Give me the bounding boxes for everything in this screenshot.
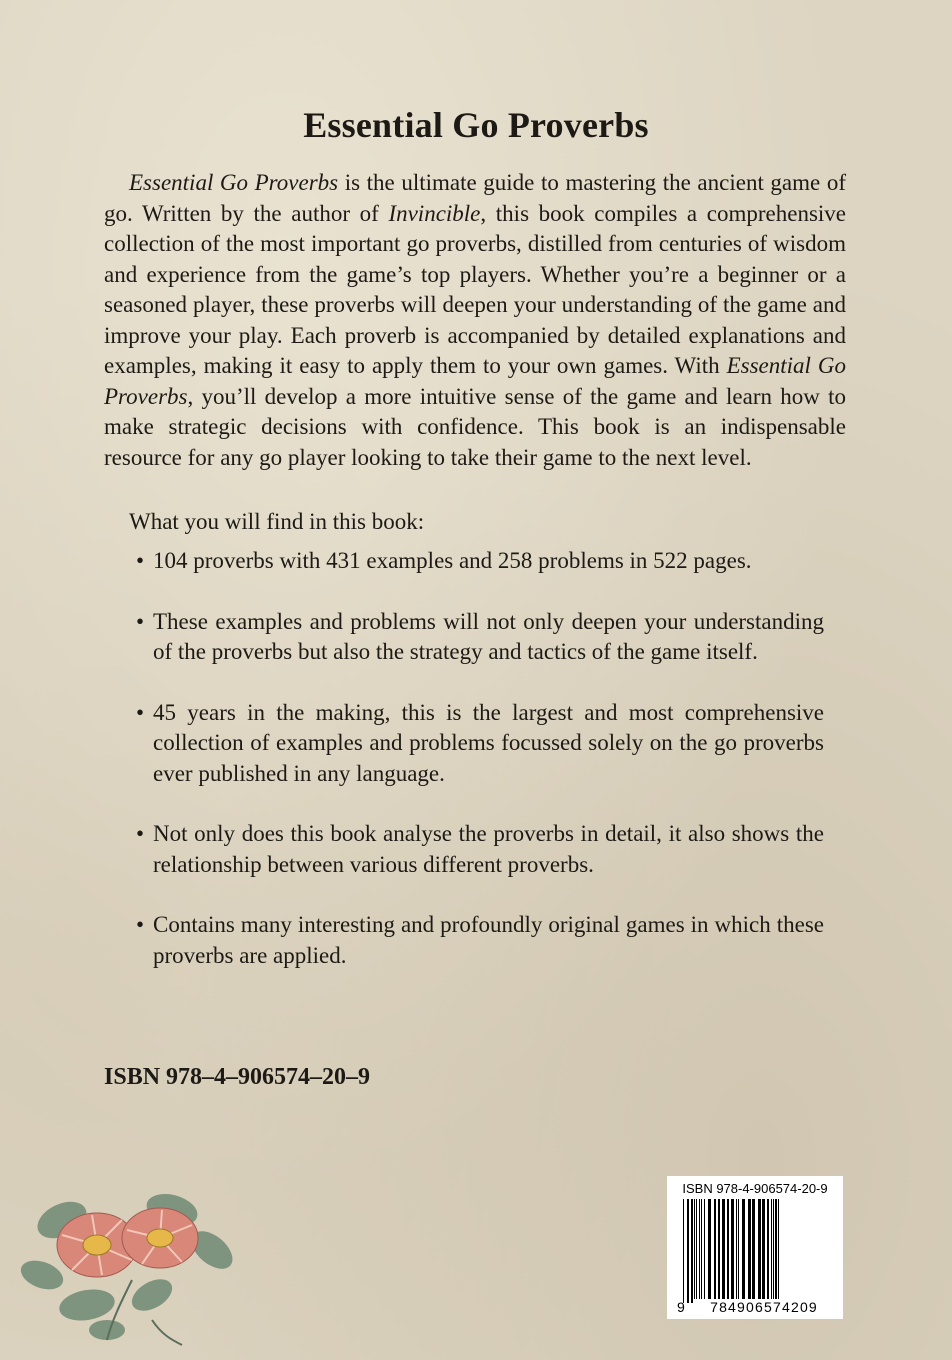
barcode-bar xyxy=(701,1199,702,1303)
isbn-text: ISBN 978–4–906574–20–9 xyxy=(104,1064,371,1090)
bullet-icon: • xyxy=(136,608,145,634)
barcode-bar xyxy=(752,1199,755,1303)
list-item: • 45 years in the making, this is the largest and most comprehensive collection of examples and problems focussed solely on the go proverbs ever published in any language. xyxy=(136,699,824,786)
barcode-bar xyxy=(758,1199,761,1303)
invincible-italic: Invincible xyxy=(388,200,481,226)
barcode-bar xyxy=(708,1199,711,1303)
barcode-bar xyxy=(742,1199,745,1303)
barcode-bar xyxy=(775,1199,777,1303)
bullet-icon: • xyxy=(136,548,145,573)
barcode-bar xyxy=(771,1199,772,1303)
barcode-bar xyxy=(722,1199,725,1303)
barcode-bar xyxy=(748,1199,751,1303)
bullet-icon: • xyxy=(136,699,145,725)
barcode-bar xyxy=(687,1199,689,1303)
chrysanthemum-flowers-icon xyxy=(12,1180,252,1350)
barcode-bar xyxy=(704,1199,705,1303)
barcode-bar xyxy=(718,1199,720,1303)
barcode-bar xyxy=(736,1199,737,1303)
barcode-bar xyxy=(778,1199,779,1303)
isbn-barcode xyxy=(667,1176,843,1319)
barcode-bar xyxy=(731,1199,734,1303)
barcode-lead-digit: 9 xyxy=(677,1299,685,1315)
barcode-bar xyxy=(691,1199,693,1303)
book-description: Essential Go Proverbs is the ultimate guide to mastering the ancient game of go. Written by the author of Invincible, this book compiles a comprehensive collection of the most important go proverbs, distilled from centuries of wisdom and experience from the game’s top players. Whether you’re a beginner or a seasoned player, these proverbs will deepen your understanding of the game and improve your play. Each proverb is accompanied by detailed explanations and examples, making it easy to apply them to your own games. With Essential Go Proverbs, you’ll develop a more intuitive sense of the game and learn how to make strategic decisions with confidence. This book is an indispensable resource for any go player looking to take their game to the next level. xyxy=(104,170,846,470)
barcode-bar xyxy=(694,1199,695,1303)
features-list xyxy=(132,546,824,1001)
title-italic: Essential Go Proverbs xyxy=(129,170,339,195)
barcode-bar xyxy=(699,1199,700,1303)
title-italic-2: Essential Go Proverbs xyxy=(104,353,846,409)
barcode-bar xyxy=(762,1199,765,1303)
bullet-icon: • xyxy=(136,821,145,846)
book-title: Essential Go Proverbs xyxy=(303,105,649,146)
barcode-digits: 784906574209 xyxy=(694,1299,834,1315)
list-item: • Contains many interesting and profoundly original games in which these proverbs are applied. xyxy=(136,912,824,968)
barcode-bar xyxy=(738,1199,739,1303)
list-item: • 104 proverbs with 431 examples and 258 problems in 522 pages. xyxy=(132,546,824,577)
barcode-bar xyxy=(683,1199,684,1303)
barcode-bar xyxy=(696,1199,697,1303)
bullet-icon: • xyxy=(136,912,145,937)
barcode-bar xyxy=(727,1199,729,1303)
barcode-bars xyxy=(677,1199,833,1311)
features-intro: What you will find in this book: xyxy=(129,509,425,534)
list-item: • These examples and problems will not only deepen your understanding of the proverbs but also the strategy and tactics of the game itself. xyxy=(136,608,824,664)
barcode-isbn-label: ISBN 978-4-906574-20-9 xyxy=(682,1181,828,1196)
barcode-bar xyxy=(714,1199,716,1303)
barcode-bar xyxy=(767,1199,769,1303)
list-item: • Not only does this book analyse the proverbs in detail, it also shows the relationship between various different proverbs. xyxy=(136,821,824,877)
barcode-bar xyxy=(773,1199,774,1303)
